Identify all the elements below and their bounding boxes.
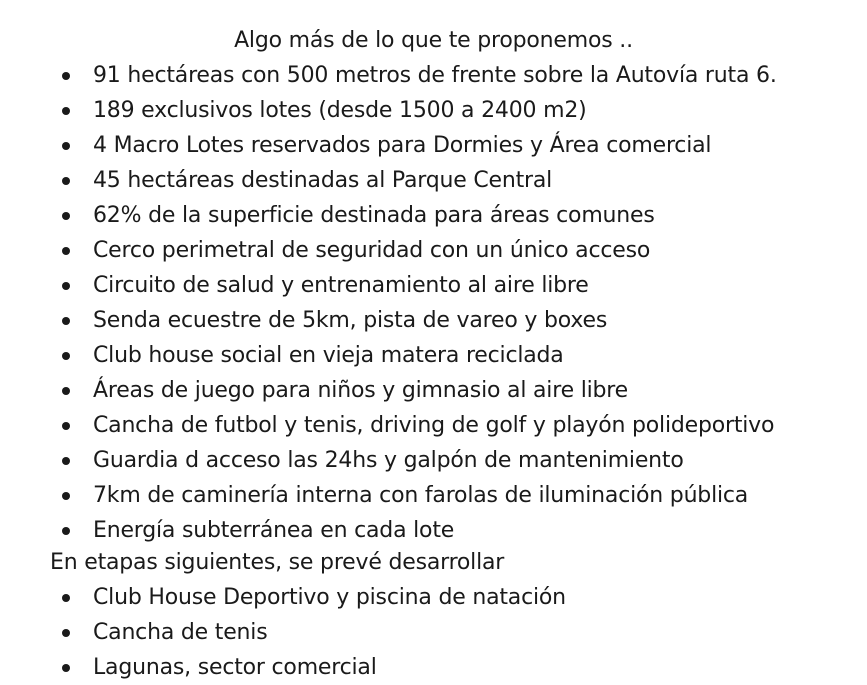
bullet-icon [62, 72, 70, 80]
page-heading: Algo más de lo que te proponemos .. [234, 28, 633, 53]
list-item-text: Cancha de tenis [93, 620, 268, 645]
bullet-icon [62, 352, 70, 360]
list-item-text: Senda ecuestre de 5km, pista de vareo y boxes [93, 308, 608, 333]
bullet-icon [62, 422, 70, 430]
list-item-text: Circuito de salud y entrenamiento al aire libre [93, 273, 589, 298]
bullet-icon [62, 107, 70, 115]
list-item-text: Cancha de futbol y tenis, driving de golf y playón polideportivo [93, 413, 775, 438]
bullet-icon [62, 457, 70, 465]
bullet-icon [62, 387, 70, 395]
bullet-icon [62, 282, 70, 290]
bullet-icon [62, 527, 70, 535]
bullet-icon [62, 142, 70, 150]
list-item-text: 91 hectáreas con 500 metros de frente sobre la Autovía ruta 6. [93, 63, 777, 88]
list-item-text: Club house social en vieja matera reciclada [93, 343, 564, 368]
list-item-text: Energía subterránea en cada lote [93, 518, 455, 543]
list-item-text: Lagunas, sector comercial [93, 655, 377, 680]
bullet-icon [62, 492, 70, 500]
list-item-text: Cerco perimetral de seguridad con un único acceso [93, 238, 651, 263]
next-stages-label: En etapas siguientes, se prevé desarrollar [50, 550, 505, 575]
bullet-icon [62, 317, 70, 325]
list-item-text: Guardia d acceso las 24hs y galpón de mantenimiento [93, 448, 684, 473]
list-item-text: 4 Macro Lotes reservados para Dormies y Área comercial [93, 133, 712, 158]
list-item-text: 45 hectáreas destinadas al Parque Central [93, 168, 553, 193]
list-item-text: Club House Deportivo y piscina de natación [93, 585, 566, 610]
bullet-icon [62, 629, 70, 637]
list-item-text: 62% de la superficie destinada para áreas comunes [93, 203, 655, 228]
bullet-icon [62, 177, 70, 185]
list-item-text: 189 exclusivos lotes (desde 1500 a 2400 m2) [93, 98, 587, 123]
list-item-text: Áreas de juego para niños y gimnasio al aire libre [93, 378, 628, 403]
list-item-text: 7km de caminería interna con farolas de iluminación pública [93, 483, 749, 508]
bullet-icon [62, 247, 70, 255]
bullet-icon [62, 212, 70, 220]
bullet-icon [62, 664, 70, 672]
bullet-icon [62, 594, 70, 602]
